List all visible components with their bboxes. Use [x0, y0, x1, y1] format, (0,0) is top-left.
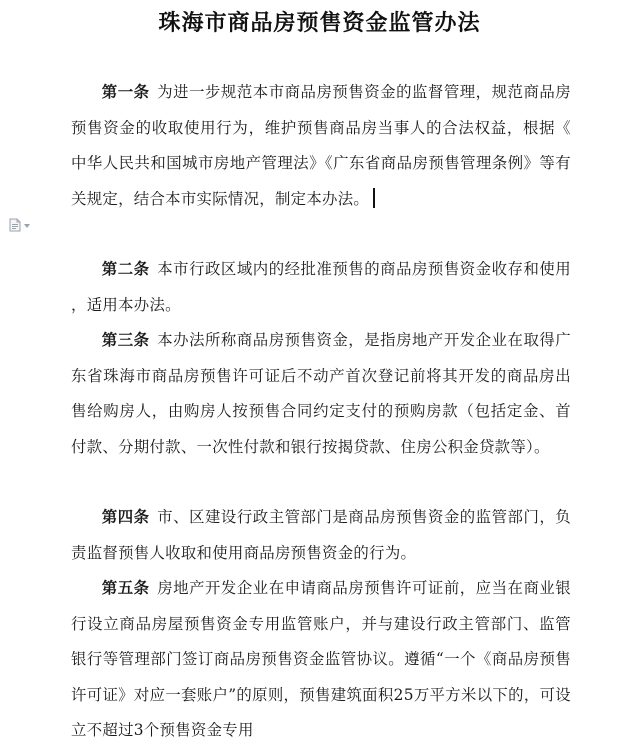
article-text: 房地产开发企业在申请商品房预售许可证前，应当在商业银行设立商品房屋预售资金专用监管账户，并与建设行政主管部门、监管银行等管理部门签订商品房预售资金监管协议。遵循“一个《商品房预售许可证》对应一套账户”的原则，预售建筑面积25万平方米以下的，可设立不超过3个预售资金专用: [71, 579, 571, 739]
article-label: 第三条: [101, 331, 150, 349]
article-text: 本市行政区域内的经批准预售的商品房预售资金收存和使用，适用本办法。: [71, 260, 571, 314]
article-label: 第二条: [101, 260, 150, 278]
dropdown-caret-icon: [24, 224, 30, 228]
article-paragraph-3: [71, 323, 571, 500]
document-body[interactable]: [71, 75, 571, 739]
document-paragraph-icon: [9, 218, 21, 232]
article-paragraph-4: [71, 500, 571, 571]
article-paragraph-2: [71, 252, 571, 323]
article-paragraph-5: [71, 571, 571, 739]
article-label: 第四条: [101, 508, 150, 526]
document-title: 珠海市商品房预售资金监管办法: [158, 11, 481, 36]
article-paragraph-1: [71, 75, 571, 252]
article-text: 市、区建设行政主管部门是商品房预售资金的监管部门，负责监督预售人收取和使用商品房预售资金的行为。: [71, 508, 571, 562]
paragraph-options-button[interactable]: [9, 217, 39, 233]
text-cursor: [373, 188, 375, 208]
article-label: 第一条: [101, 83, 150, 101]
article-text: 本办法所称商品房预售资金，是指房地产开发企业在取得广东省珠海市商品房预售许可证后不动产首次登记前将其开发的商品房出售给购房人，由购房人按预售合同约定支付的预购房款（包括定金、首付款、分期付款、一次性付款和银行按揭贷款、住房公积金贷款等）。: [71, 331, 571, 456]
article-text: 为进一步规范本市商品房预售资金的监督管理，规范商品房预售资金的收取使用行为，维护预售商品房当事人的合法权益，根据《中华人民共和国城市房地产管理法》《广东省商品房预售管理条例》等有关规定，结合本市实际情况，制定本办法。: [71, 83, 571, 208]
article-label: 第五条: [101, 579, 150, 597]
